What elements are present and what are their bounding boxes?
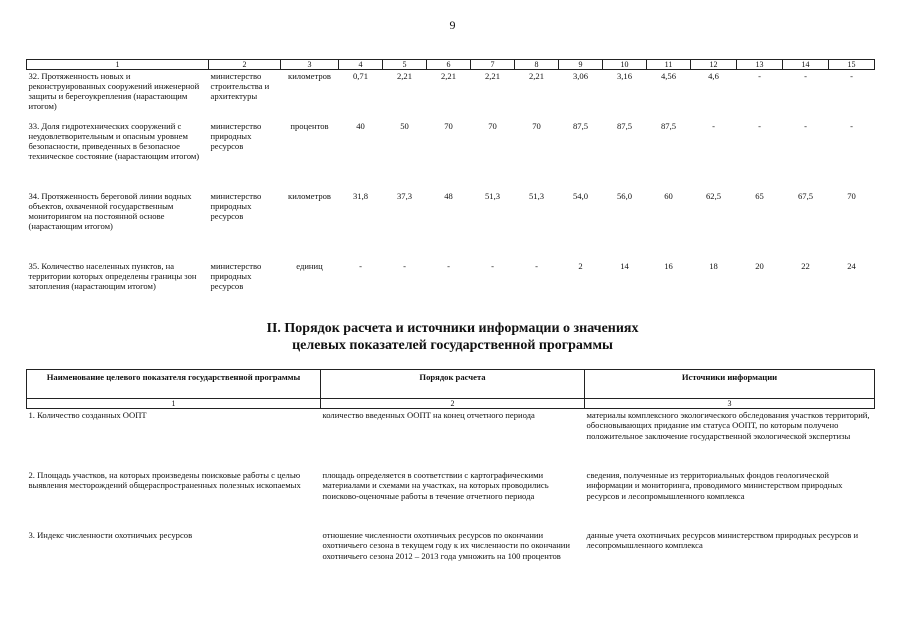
calculation-method: площадь определяется в соответствии с картографическими материалами и схемами на участках, на которых проводились поисково-оценочные работы в течение отчетного периода [322,470,549,501]
calculation-method: отношение численности охотничьих ресурсов по окончании охотничьего сезона в текущем году к их численности по окончании охотничьего сезона 2012 – 2013 года умножить на 100 процентов [322,530,571,561]
responsible-ministry: министерство природных ресурсов [210,191,262,222]
value-cell: - [359,261,362,271]
value-cell: 50 [400,121,409,131]
value-cell: 2,21 [528,71,545,81]
value-cell: 67,5 [797,191,814,201]
value-cell: 2,21 [396,71,413,81]
value-cell: 31,8 [352,191,369,201]
value-cell: 2,21 [440,71,457,81]
column-number: 2 [209,60,281,70]
value-cell: 3,06 [572,71,589,81]
value-cell: 2 [578,261,583,271]
column-number: 3 [585,399,875,409]
value-cell: 70 [488,121,497,131]
value-cell: 3,16 [616,71,633,81]
information-source: сведения, полученные из территориальных фондов геологической информации и мониторинга, проводимого министерством природных ресурсов и лесопромышленного комплекса [586,470,843,501]
value-cell: 87,5 [616,121,633,131]
indicators-table [26,59,875,308]
value-cell: 37,3 [396,191,413,201]
indicator-name: 35. Количество населенных пунктов, на территории которых определены границы зон затопления (нарастающим итогом) [28,261,197,292]
column-number: 15 [829,60,875,70]
value-cell: - [712,121,715,131]
value-cell: - [758,71,761,81]
column-number: 4 [339,60,383,70]
responsible-ministry: министерство строительства и архитектуры [210,71,270,102]
column-number: 3 [281,60,339,70]
value-cell: - [758,121,761,131]
table-row [27,120,875,190]
value-cell: - [535,261,538,271]
column-header-calc: Порядок расчета [321,370,585,399]
column-number: 1 [27,60,209,70]
value-cell: 70 [532,121,541,131]
indicator-name: 3. Индекс численности охотничьих ресурсов [28,530,193,540]
header-row [27,370,875,399]
section-title [0,320,905,354]
information-source: данные учета охотничьих ресурсов министерством природных ресурсов и лесопромышленного комплекса [586,530,859,551]
calculation-table [26,369,875,587]
value-cell: 70 [847,191,856,201]
value-cell: 22 [801,261,810,271]
column-number: 10 [603,60,647,70]
value-cell: 56,0 [616,191,633,201]
column-number: 14 [783,60,829,70]
section-title-line-1: II. Порядок расчета и источники информации о значениях [266,321,639,336]
indicator-name: 34. Протяженность береговой линии водных объектов, охваченной государственным мониторингом на постоянной основе (нарастающим итогом) [28,191,192,232]
value-cell: 4,56 [660,71,677,81]
value-cell: 18 [709,261,718,271]
value-cell: 87,5 [660,121,677,131]
value-cell: - [403,261,406,271]
column-header-source: Источники информации [585,370,875,399]
column-number: 12 [691,60,737,70]
table-row [27,260,875,308]
information-source: материалы комплексного экологического обследования участков территорий, обосновывающих придание им статуса ООПТ, по которым получено положительное заключение государственной экологической экспертизы [586,410,870,441]
value-cell: 40 [356,121,365,131]
value-cell: 4,6 [708,71,719,81]
unit: процентов [290,121,329,131]
value-cell: - [804,71,807,81]
value-cell: 54,0 [572,191,589,201]
value-cell: 70 [444,121,453,131]
section-title-line-2: целевых показателей государственной программы [292,338,613,353]
responsible-ministry: министерство природных ресурсов [210,121,262,152]
unit: километров [288,71,331,81]
column-number: 9 [559,60,603,70]
value-cell: 48 [444,191,453,201]
value-cell: - [850,121,853,131]
column-number: 11 [647,60,691,70]
value-cell: 60 [664,191,673,201]
unit: километров [288,191,331,201]
value-cell: 24 [847,261,856,271]
column-number: 2 [321,399,585,409]
calculation-method: количество введенных ООПТ на конец отчетного периода [322,410,535,420]
column-header-name: Наименование целевого показателя государственной программы [27,370,321,399]
column-number: 8 [515,60,559,70]
value-cell: - [447,261,450,271]
indicator-name: 32. Протяженность новых и реконструированных сооружений инженерной защиты и берегоукрепления (нарастающим итогом) [28,71,200,112]
indicator-name: 2. Площадь участков, на которых произведены поисковые работы с целью выявления месторождений общераспространенных полезных ископаемых [28,470,301,491]
value-cell: 62,5 [705,191,722,201]
indicator-name: 1. Количество созданных ООПТ [28,410,147,420]
unit: единиц [296,261,323,271]
page-number: 9 [449,18,456,32]
value-cell: - [491,261,494,271]
value-cell: 65 [755,191,764,201]
table-row [27,529,875,587]
value-cell: 20 [755,261,764,271]
value-cell: 16 [664,261,673,271]
value-cell: 14 [620,261,629,271]
responsible-ministry: министерство природных ресурсов [210,261,262,292]
table-row [27,70,875,121]
table-row [27,469,875,529]
value-cell: 0,71 [352,71,369,81]
column-number: 13 [737,60,783,70]
column-numbers-row [27,399,875,409]
column-number: 1 [27,399,321,409]
indicator-name: 33. Доля гидротехнических сооружений с неудовлетворительным и опасным уровнем безопасности, приведенных в безопасное техническое состояние (нарастающим итогом) [28,121,200,162]
value-cell: - [804,121,807,131]
column-number: 7 [471,60,515,70]
column-number: 6 [427,60,471,70]
value-cell: 87,5 [572,121,589,131]
column-numbers-row [27,60,875,70]
column-number: 5 [383,60,427,70]
value-cell: 2,21 [484,71,501,81]
value-cell: 51,3 [528,191,545,201]
value-cell: 51,3 [484,191,501,201]
table-row [27,409,875,470]
value-cell: - [850,71,853,81]
table-row [27,190,875,260]
